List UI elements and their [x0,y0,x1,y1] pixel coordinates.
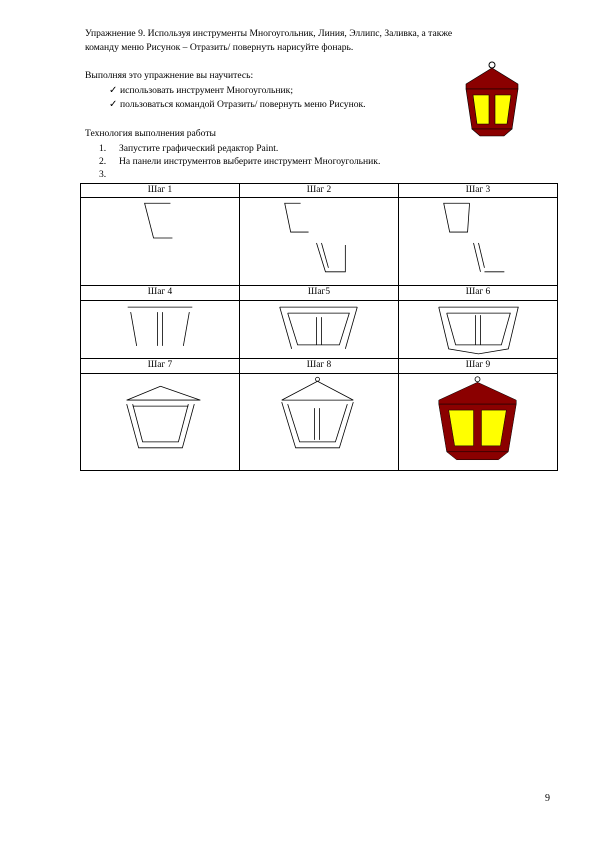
step-2-drawing [240,198,398,284]
step-5-drawing [240,301,398,358]
step-item [99,168,380,181]
step-text: Запустите графический редактор Paint. [119,143,279,154]
checkmark-icon: ✓ [109,99,118,110]
step-8-drawing [240,374,398,469]
step-number: 1. [99,143,107,154]
page-number: 9 [545,793,550,804]
step-1-drawing [81,198,239,284]
bullet-text: пользоваться командой Отразить/ повернуть меню Рисунок. [120,99,366,110]
step-header: Шаг 7 [81,359,240,373]
step-number: 2. [99,156,107,167]
step-number: 3. [99,169,107,180]
step-4-cell [81,300,240,359]
intro-line-2: команду меню Рисунок – Отразить/ повернуть нарисуйте фонарь. [85,42,354,53]
step-4-drawing [81,301,239,358]
step-item [99,155,380,168]
exercise-intro [85,27,555,55]
step-3-cell [399,198,558,286]
lantern-illustration [452,60,532,140]
bullet-text: использовать инструмент Многоугольник; [120,85,294,96]
step-7-cell [81,373,240,470]
technology-title: Технология выполнения работы [85,128,216,139]
learn-title: Выполняя это упражнение вы научитесь: [85,70,254,81]
step-9-cell [399,373,558,470]
step-5-cell [240,300,399,359]
step-3-drawing [399,198,557,284]
step-2-cell [240,198,399,286]
step-7-drawing [81,374,239,469]
step-header: Шаг 8 [240,359,399,373]
steps-table [80,183,558,471]
step-header: Шаг 6 [399,286,558,300]
step-8-cell [240,373,399,470]
step-header: Шаг5 [240,286,399,300]
step-6-drawing [399,301,557,358]
step-9-drawing [399,374,557,469]
bullet-item [109,98,366,112]
step-header: Шаг 1 [81,184,240,198]
steps-list [99,142,380,181]
step-item [99,142,380,155]
step-1-cell [81,198,240,286]
intro-line-1: Упражнение 9. Используя инструменты Многоугольник, Линия, Эллипс, Заливка, а также [85,28,453,39]
learn-bullets [109,84,366,112]
step-header: Шаг 4 [81,286,240,300]
step-header: Шаг 3 [399,184,558,198]
step-text: На панели инструментов выберите инструмент Многоугольник. [119,156,381,167]
step-header: Шаг 2 [240,184,399,198]
step-header: Шаг 9 [399,359,558,373]
lantern-image [452,60,532,140]
bullet-item [109,84,366,98]
step-6-cell [399,300,558,359]
checkmark-icon: ✓ [109,85,118,96]
